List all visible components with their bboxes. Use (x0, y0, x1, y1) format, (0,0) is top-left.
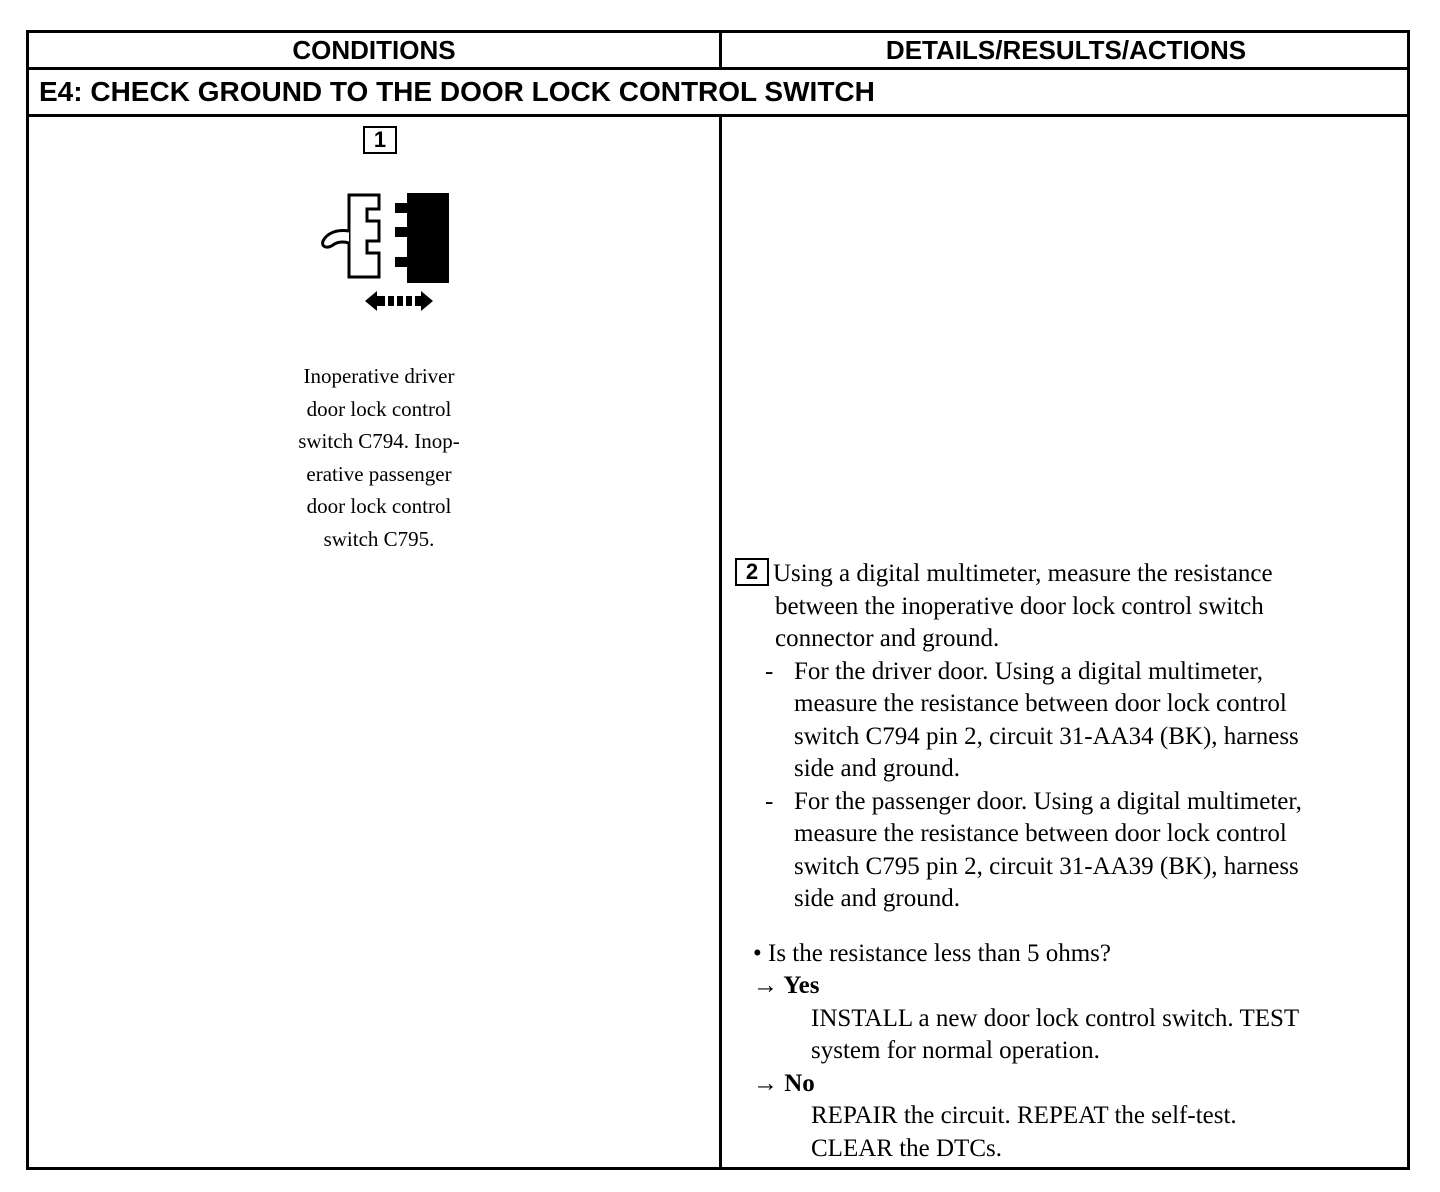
details-header: DETAILS/RESULTS/ACTIONS (885, 35, 1247, 65)
step-title: E4: CHECK GROUND TO THE DOOR LOCK CONTROL SWITCH (39, 76, 875, 107)
passenger-line: measure the resistance between door lock control (794, 820, 1287, 847)
yes-label: → Yes (753, 972, 820, 999)
step-number-2: 2 (735, 558, 769, 586)
connector-disconnect-icon (309, 191, 449, 321)
dash-bullet: - (765, 787, 774, 815)
conditions-header: CONDITIONS (292, 35, 456, 65)
no-action-line: REPAIR the circuit. REPEAT the self-test. (811, 1102, 1237, 1129)
caption-line: door lock control (306, 494, 452, 518)
step-number-1: 1 (363, 126, 397, 154)
driver-door-item (735, 656, 1405, 786)
yes-action-line: system for normal operation. (811, 1037, 1100, 1064)
intro-line: connector and ground. (775, 625, 1000, 652)
diagnostic-table (26, 30, 1410, 1170)
intro-line: Using a digital multimeter, measure the resistance (773, 560, 1273, 587)
caption-line: switch C795. (323, 526, 435, 551)
step-divider (29, 114, 1407, 117)
conditions-caption (264, 360, 494, 555)
instruction-intro (735, 558, 1405, 591)
resistance-question: • Is the resistance less than 5 ohms? (753, 939, 1111, 967)
caption-line: switch C794. Inop- (298, 429, 460, 453)
caption-line: erative passenger (306, 461, 452, 486)
yes-action-line: INSTALL a new door lock control switch. TEST (811, 1004, 1300, 1032)
actions-content (735, 558, 1405, 1165)
driver-line: For the driver door. Using a digital multimeter, (794, 657, 1264, 685)
driver-line: measure the resistance between door lock control (794, 690, 1287, 717)
dash-bullet: - (765, 657, 774, 685)
column-divider (719, 117, 722, 1167)
caption-line: door lock control (306, 396, 452, 421)
caption-line: Inoperative driver (303, 364, 455, 388)
passenger-line: side and ground. (794, 885, 960, 912)
column-divider-top (719, 33, 722, 67)
intro-line: between the inoperative door lock control switch (775, 592, 1264, 620)
no-action-line: CLEAR the DTCs. (811, 1134, 1002, 1162)
driver-line: side and ground. (794, 755, 960, 782)
passenger-line: switch C795 pin 2, circuit 31-AA39 (BK), harness (794, 852, 1299, 880)
driver-line: switch C794 pin 2, circuit 31-AA34 (BK), harness (794, 722, 1299, 750)
passenger-line: For the passenger door. Using a digital multimeter, (794, 787, 1302, 815)
passenger-door-item (735, 786, 1405, 916)
no-label: → No (753, 1069, 815, 1097)
